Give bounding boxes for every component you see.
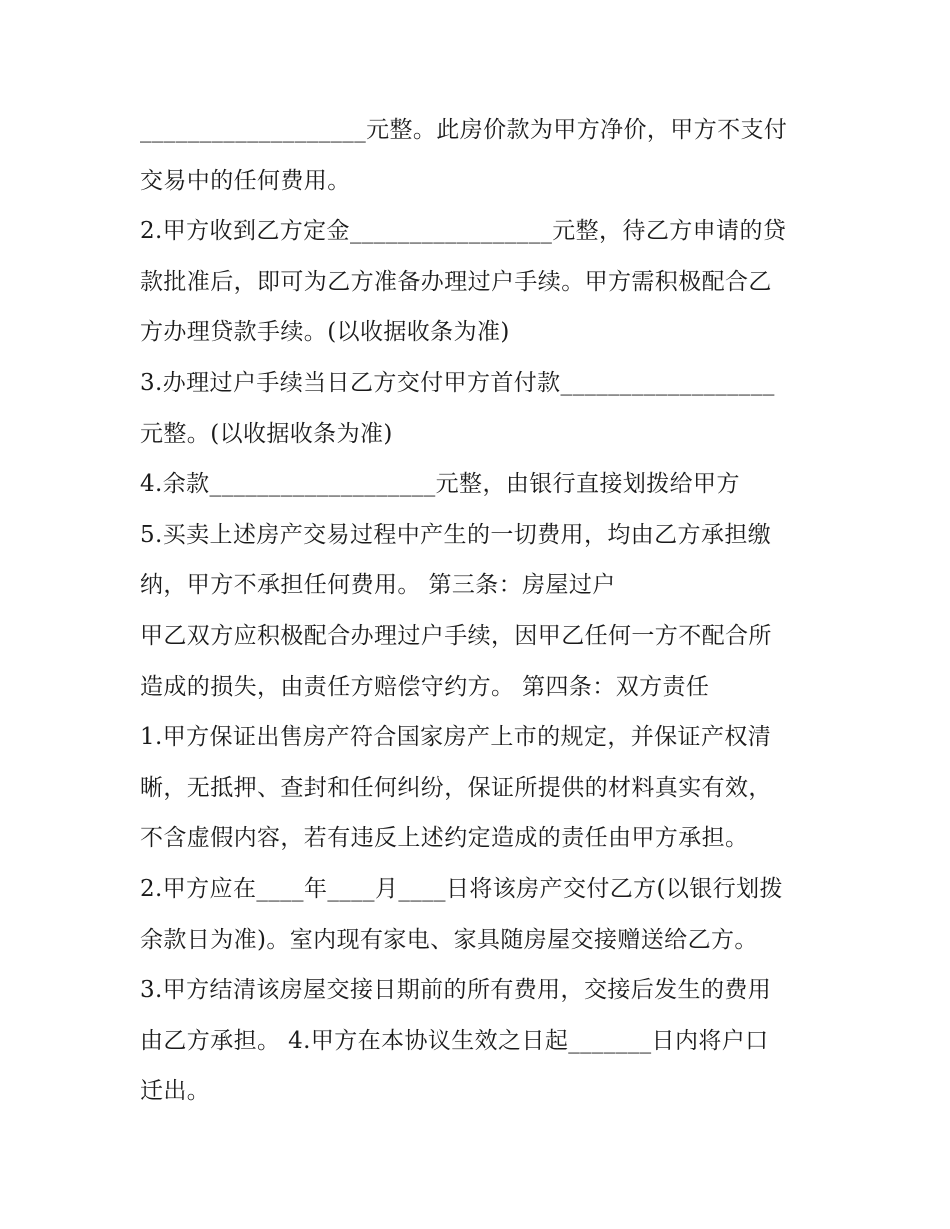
text-line: 交易中的任何费用。 — [140, 167, 351, 194]
text-line: 3.甲方结清该房屋交接日期前的所有费用，交接后发生的费用 — [140, 977, 772, 1004]
text-line: 余款日为准)。室内现有家电、家具随房屋交接赠送给乙方。 — [140, 926, 758, 953]
text-line: 2.甲方应在____年____月____日将该房产交付乙方(以银行划拨 — [140, 875, 783, 902]
text-line: 5.买卖上述房产交易过程中产生的一切费用，均由乙方承担缴 — [140, 521, 772, 548]
text-line: ___________________元整。此房价款为甲方净价，甲方不支付 — [140, 117, 788, 143]
contract-text — [140, 105, 830, 1117]
text-line: 造成的损失，由责任方赔偿守约方。 第四条：双方责任 — [140, 673, 710, 700]
text-line: 甲乙双方应积极配合办理过户手续，因甲乙任何一方不配合所 — [140, 622, 772, 649]
text-line: 迁出。 — [140, 1078, 211, 1105]
text-line: 由乙方承担。 4.甲方在本协议生效之日起_______日内将户口 — [140, 1027, 769, 1054]
text-line: 纳，甲方不承担任何费用。 第三条：房屋过户 — [140, 572, 616, 599]
text-line: 方办理贷款手续。(以收据收条为准) — [140, 319, 510, 346]
text-line: 3.办理过户手续当日乙方交付甲方首付款__________________ — [140, 369, 775, 396]
text-line: 不含虚假内容，若有违反上述约定造成的责任由甲方承担。 — [140, 825, 749, 852]
text-line: 晰，无抵押、查封和任何纠纷，保证所提供的材料真实有效， — [140, 774, 772, 801]
text-line: 4.余款___________________元整，由银行直接划拨给甲方 — [140, 471, 740, 498]
text-line: 2.甲方收到乙方定金_________________元整，待乙方申请的贷 — [140, 218, 787, 245]
text-line: 元整。(以收据收条为准) — [140, 420, 393, 447]
text-line: 1.甲方保证出售房产符合国家房产上市的规定，并保证产权清 — [140, 724, 772, 751]
text-line: 款批准后，即可为乙方准备办理过户手续。甲方需积极配合乙 — [140, 268, 772, 295]
